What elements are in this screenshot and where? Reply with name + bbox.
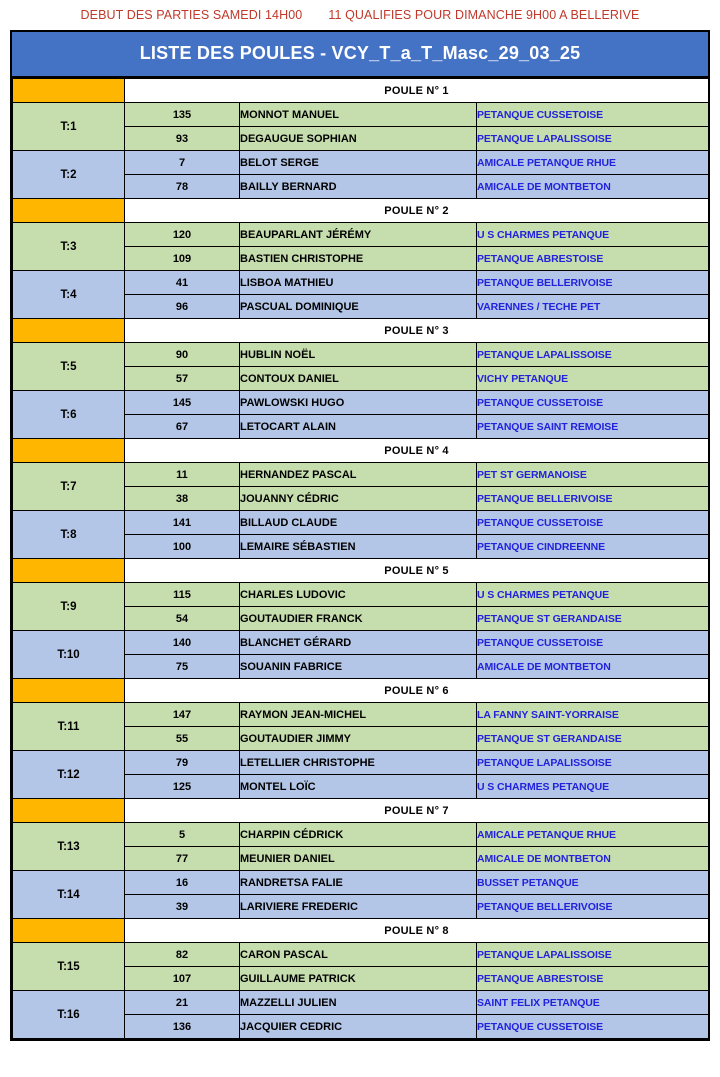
player-number: 100 xyxy=(125,535,240,559)
player-club: U S CHARMES PETANQUE xyxy=(477,223,709,247)
player-name: BAILLY BERNARD xyxy=(240,175,477,199)
player-name: BEAUPARLANT JÉRÉMY xyxy=(240,223,477,247)
player-club: PETANQUE ABRESTOISE xyxy=(477,967,709,991)
player-club: PETANQUE LAPALISSOISE xyxy=(477,751,709,775)
player-number: 78 xyxy=(125,175,240,199)
team-label: T:2 xyxy=(13,151,125,199)
team-label: T:5 xyxy=(13,343,125,391)
player-number: 39 xyxy=(125,895,240,919)
poule-title: POULE N° 2 xyxy=(125,199,709,223)
poule-tag xyxy=(13,199,125,223)
player-club: PETANQUE CUSSETOISE xyxy=(477,103,709,127)
player-number: 11 xyxy=(125,463,240,487)
player-number: 16 xyxy=(125,871,240,895)
player-name: RANDRETSA FALIE xyxy=(240,871,477,895)
player-number: 77 xyxy=(125,847,240,871)
player-number: 125 xyxy=(125,775,240,799)
poule-tag xyxy=(13,79,125,103)
poule-tag xyxy=(13,919,125,943)
player-number: 82 xyxy=(125,943,240,967)
player-club: PETANQUE CUSSETOISE xyxy=(477,1015,709,1039)
player-number: 21 xyxy=(125,991,240,1015)
poule-header-row xyxy=(13,79,709,103)
player-club: SAINT FELIX PETANQUE xyxy=(477,991,709,1015)
poule-title: POULE N° 3 xyxy=(125,319,709,343)
player-name: MONTEL LOÏC xyxy=(240,775,477,799)
poule-tag xyxy=(13,559,125,583)
player-number: 41 xyxy=(125,271,240,295)
table-row xyxy=(13,103,709,127)
player-name: CONTOUX DANIEL xyxy=(240,367,477,391)
player-club: PETANQUE CINDREENNE xyxy=(477,535,709,559)
player-club: VICHY PETANQUE xyxy=(477,367,709,391)
poule-title: POULE N° 5 xyxy=(125,559,709,583)
player-number: 136 xyxy=(125,1015,240,1039)
player-club: PETANQUE CUSSETOISE xyxy=(477,511,709,535)
player-name: LARIVIERE FREDERIC xyxy=(240,895,477,919)
player-club: AMICALE PETANQUE RHUE xyxy=(477,823,709,847)
player-club: AMICALE DE MONTBETON xyxy=(477,175,709,199)
team-label: T:7 xyxy=(13,463,125,511)
poule-tag xyxy=(13,679,125,703)
team-label: T:8 xyxy=(13,511,125,559)
player-number: 55 xyxy=(125,727,240,751)
player-number: 135 xyxy=(125,103,240,127)
player-name: LISBOA MATHIEU xyxy=(240,271,477,295)
player-number: 5 xyxy=(125,823,240,847)
player-name: RAYMON JEAN-MICHEL xyxy=(240,703,477,727)
table-row xyxy=(13,463,709,487)
player-name: LEMAIRE SÉBASTIEN xyxy=(240,535,477,559)
player-name: MONNOT MANUEL xyxy=(240,103,477,127)
team-label: T:16 xyxy=(13,991,125,1039)
team-label: T:12 xyxy=(13,751,125,799)
notice-bar xyxy=(0,0,720,30)
player-name: MEUNIER DANIEL xyxy=(240,847,477,871)
player-name: BLANCHET GÉRARD xyxy=(240,631,477,655)
page-title: LISTE DES POULES - VCY_T_a_T_Masc_29_03_25 xyxy=(12,32,708,78)
poule-header-row xyxy=(13,439,709,463)
player-name: GUILLAUME PATRICK xyxy=(240,967,477,991)
player-name: GOUTAUDIER JIMMY xyxy=(240,727,477,751)
player-number: 109 xyxy=(125,247,240,271)
notice-start-time: DEBUT DES PARTIES SAMEDI 14H00 xyxy=(80,8,303,22)
poule-header-row xyxy=(13,799,709,823)
player-name: SOUANIN FABRICE xyxy=(240,655,477,679)
player-club: PETANQUE BELLERIVOISE xyxy=(477,271,709,295)
table-row xyxy=(13,511,709,535)
table-row xyxy=(13,823,709,847)
player-name: BILLAUD CLAUDE xyxy=(240,511,477,535)
player-name: CHARLES LUDOVIC xyxy=(240,583,477,607)
player-club: AMICALE PETANQUE RHUE xyxy=(477,151,709,175)
player-club: BUSSET PETANQUE xyxy=(477,871,709,895)
player-number: 141 xyxy=(125,511,240,535)
player-club: VARENNES / TECHE PET xyxy=(477,295,709,319)
table-row xyxy=(13,943,709,967)
player-number: 115 xyxy=(125,583,240,607)
player-club: LA FANNY SAINT-YORRAISE xyxy=(477,703,709,727)
player-club: PETANQUE LAPALISSOISE xyxy=(477,127,709,151)
poules-table-frame xyxy=(10,30,710,1041)
player-club: PET ST GERMANOISE xyxy=(477,463,709,487)
table-row xyxy=(13,751,709,775)
player-club: U S CHARMES PETANQUE xyxy=(477,775,709,799)
poule-title: POULE N° 4 xyxy=(125,439,709,463)
team-label: T:1 xyxy=(13,103,125,151)
player-club: PETANQUE LAPALISSOISE xyxy=(477,343,709,367)
player-number: 90 xyxy=(125,343,240,367)
player-number: 57 xyxy=(125,367,240,391)
team-label: T:13 xyxy=(13,823,125,871)
player-club: PETANQUE ST GERANDAISE xyxy=(477,727,709,751)
team-label: T:4 xyxy=(13,271,125,319)
poule-tag xyxy=(13,799,125,823)
poule-title: POULE N° 6 xyxy=(125,679,709,703)
poule-title: POULE N° 1 xyxy=(125,79,709,103)
notice-qualifies: 11 QUALIFIES POUR DIMANCHE 9H00 A BELLERIVE xyxy=(328,8,640,22)
player-club: U S CHARMES PETANQUE xyxy=(477,583,709,607)
poule-header-row xyxy=(13,319,709,343)
table-row xyxy=(13,271,709,295)
player-number: 96 xyxy=(125,295,240,319)
player-name: BELOT SERGE xyxy=(240,151,477,175)
table-row xyxy=(13,151,709,175)
team-label: T:14 xyxy=(13,871,125,919)
player-club: PETANQUE ST GERANDAISE xyxy=(477,607,709,631)
player-number: 93 xyxy=(125,127,240,151)
player-club: AMICALE DE MONTBETON xyxy=(477,847,709,871)
player-number: 120 xyxy=(125,223,240,247)
player-name: CHARPIN CÉDRICK xyxy=(240,823,477,847)
player-number: 7 xyxy=(125,151,240,175)
player-number: 79 xyxy=(125,751,240,775)
table-row xyxy=(13,391,709,415)
player-name: HUBLIN NOËL xyxy=(240,343,477,367)
player-name: JACQUIER CEDRIC xyxy=(240,1015,477,1039)
table-row xyxy=(13,223,709,247)
player-number: 147 xyxy=(125,703,240,727)
poule-title: POULE N° 8 xyxy=(125,919,709,943)
poule-header-row xyxy=(13,559,709,583)
player-club: PETANQUE BELLERIVOISE xyxy=(477,895,709,919)
poule-tag xyxy=(13,439,125,463)
player-name: JOUANNY CÉDRIC xyxy=(240,487,477,511)
player-number: 38 xyxy=(125,487,240,511)
player-club: PETANQUE LAPALISSOISE xyxy=(477,943,709,967)
player-name: DEGAUGUE SOPHIAN xyxy=(240,127,477,151)
player-number: 75 xyxy=(125,655,240,679)
player-number: 145 xyxy=(125,391,240,415)
team-label: T:10 xyxy=(13,631,125,679)
table-row xyxy=(13,871,709,895)
team-label: T:6 xyxy=(13,391,125,439)
player-club: PETANQUE BELLERIVOISE xyxy=(477,487,709,511)
player-name: LETOCART ALAIN xyxy=(240,415,477,439)
player-name: PASCUAL DOMINIQUE xyxy=(240,295,477,319)
table-row xyxy=(13,991,709,1015)
player-number: 140 xyxy=(125,631,240,655)
player-number: 54 xyxy=(125,607,240,631)
player-number: 67 xyxy=(125,415,240,439)
player-name: MAZZELLI JULIEN xyxy=(240,991,477,1015)
player-number: 107 xyxy=(125,967,240,991)
table-row xyxy=(13,703,709,727)
poule-header-row xyxy=(13,919,709,943)
table-row xyxy=(13,631,709,655)
table-row xyxy=(13,583,709,607)
player-name: GOUTAUDIER FRANCK xyxy=(240,607,477,631)
poule-header-row xyxy=(13,199,709,223)
player-club: PETANQUE SAINT REMOISE xyxy=(477,415,709,439)
bottom-spacer xyxy=(0,1041,720,1051)
team-label: T:15 xyxy=(13,943,125,991)
team-label: T:3 xyxy=(13,223,125,271)
poule-title: POULE N° 7 xyxy=(125,799,709,823)
poules-table xyxy=(12,78,709,1039)
player-club: PETANQUE CUSSETOISE xyxy=(477,391,709,415)
player-name: CARON PASCAL xyxy=(240,943,477,967)
player-club: AMICALE DE MONTBETON xyxy=(477,655,709,679)
player-name: PAWLOWSKI HUGO xyxy=(240,391,477,415)
team-label: T:11 xyxy=(13,703,125,751)
player-name: LETELLIER CHRISTOPHE xyxy=(240,751,477,775)
poule-tag xyxy=(13,319,125,343)
table-row xyxy=(13,343,709,367)
team-label: T:9 xyxy=(13,583,125,631)
player-club: PETANQUE CUSSETOISE xyxy=(477,631,709,655)
poule-header-row xyxy=(13,679,709,703)
player-name: BASTIEN CHRISTOPHE xyxy=(240,247,477,271)
player-name: HERNANDEZ PASCAL xyxy=(240,463,477,487)
player-club: PETANQUE ABRESTOISE xyxy=(477,247,709,271)
